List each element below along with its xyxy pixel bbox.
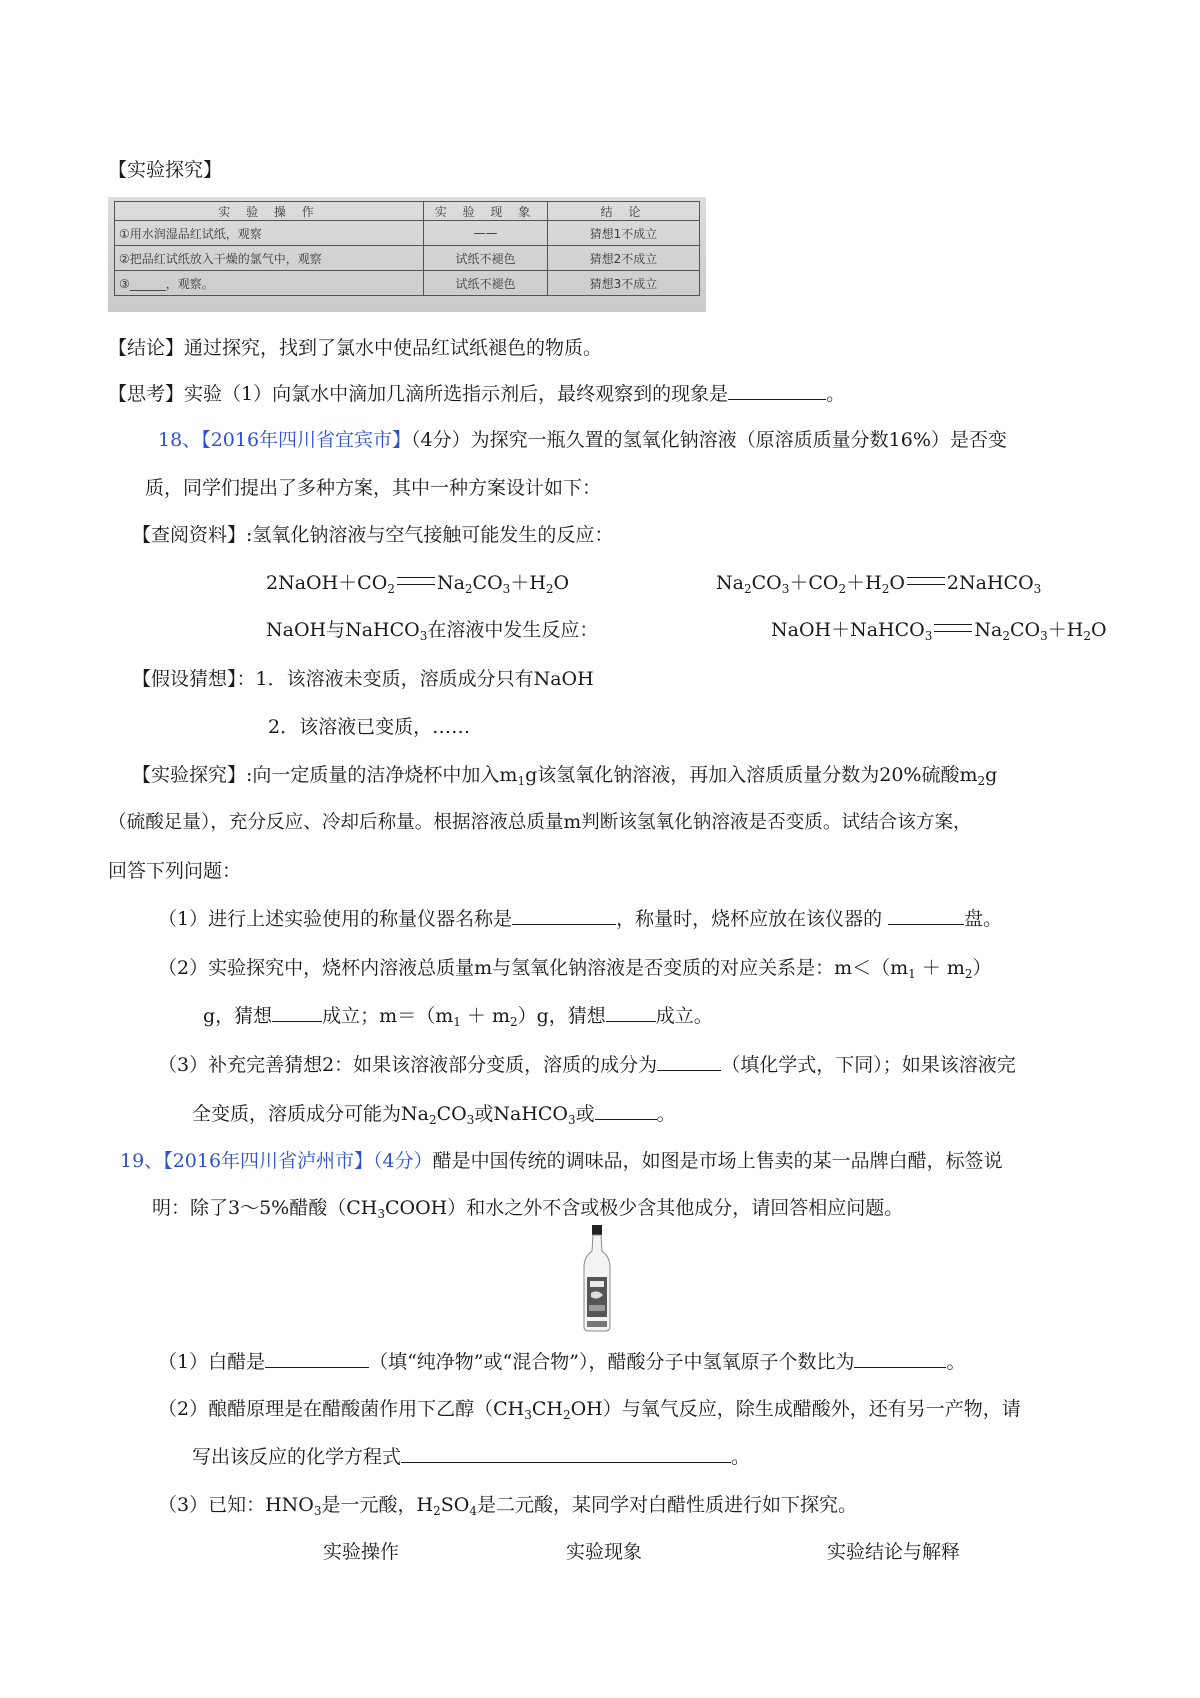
text-part: g bbox=[985, 764, 998, 786]
subscript: 2 bbox=[433, 1504, 441, 1518]
table-header-operation: 实验操作 bbox=[323, 1541, 400, 1563]
eq-part: NaOH＋NaHCO bbox=[771, 619, 925, 641]
answer-blank bbox=[265, 1350, 369, 1368]
subscript: 3 bbox=[502, 582, 511, 596]
eq-part: ＋H bbox=[846, 572, 882, 594]
table-row bbox=[115, 246, 700, 271]
table-row bbox=[115, 271, 700, 296]
subscript: 1 bbox=[908, 967, 916, 981]
think-line bbox=[108, 382, 845, 406]
subscript: 1 bbox=[453, 1015, 461, 1029]
equation-1 bbox=[266, 571, 569, 595]
text-part: 醋是中国传统的调味品，如图是市场上售卖的某一品牌白醋，标签说 bbox=[432, 1150, 1003, 1172]
eq-part: O bbox=[553, 572, 570, 594]
subscript: 2 bbox=[743, 582, 752, 596]
q19-part3 bbox=[158, 1493, 857, 1517]
text-part: g，猜想 bbox=[203, 1005, 273, 1027]
text-part: ，称量时，烧杯应放在该仪器的 bbox=[616, 908, 883, 930]
text-part: NaOH与NaHCO bbox=[266, 619, 420, 641]
text-part: （2）实验探究中，烧杯内溶液总质量m与氢氧化钠溶液是否变质的对应关系是：m＜（m bbox=[158, 957, 909, 979]
text-part: ）g，猜想 bbox=[517, 1005, 606, 1027]
ref-text: :氢氧化钠溶液与空气接触可能发生的反应： bbox=[246, 524, 614, 546]
text-part: 在溶液中发生反应： bbox=[427, 619, 599, 641]
subscript: 2 bbox=[509, 1015, 518, 1029]
text-part: （1）进行上述实验使用的称量仪器名称是 bbox=[158, 908, 513, 930]
text-part: 。 bbox=[656, 1103, 676, 1125]
q19-number: 19、 bbox=[120, 1150, 164, 1172]
text-part: （填“纯净物”或“混合物”），醋酸分子中氢氧原子个数比为 bbox=[369, 1351, 855, 1373]
q18-number: 18、 bbox=[158, 429, 202, 451]
subscript: 3 bbox=[524, 1408, 532, 1422]
equals-sign bbox=[907, 577, 945, 585]
text-part: （1）白醋是 bbox=[158, 1351, 266, 1373]
answer-blank bbox=[272, 1004, 322, 1022]
subscript: 4 bbox=[469, 1504, 477, 1518]
text-part: （填化学式，下同）；如果该溶液完 bbox=[721, 1054, 1016, 1076]
hypothesis-line-1 bbox=[132, 667, 594, 691]
answer-blank bbox=[595, 1102, 657, 1120]
q19-part2-line1 bbox=[158, 1397, 1021, 1421]
eq-part: Na bbox=[974, 619, 1003, 641]
text-part: CH bbox=[531, 1398, 563, 1420]
text-part: :向一定质量的洁净烧杯中加入m bbox=[246, 764, 518, 786]
answer-blank bbox=[657, 1053, 721, 1071]
subscript: 2 bbox=[464, 582, 473, 596]
answer-blank bbox=[512, 907, 616, 925]
text-part: COOH）和水之外不含或极少含其他成分，请回答相应问题。 bbox=[384, 1197, 904, 1219]
think-label: 【思考】 bbox=[108, 383, 185, 405]
text-part: 写出该反应的化学方程式 bbox=[192, 1446, 402, 1468]
subscript: 3 bbox=[781, 582, 790, 596]
eq-part: CO bbox=[472, 572, 503, 594]
text-part: 盘。 bbox=[964, 908, 1003, 930]
label-stripe bbox=[589, 1305, 605, 1311]
subscript: 3 bbox=[466, 1113, 475, 1127]
q19-part1 bbox=[158, 1350, 965, 1374]
table-cell: ③______，观察。 bbox=[115, 271, 424, 296]
subscript: 2 bbox=[562, 1408, 571, 1422]
bottle-cap bbox=[592, 1225, 602, 1235]
q19-source: 【2016年四川省泸州市】（4分） bbox=[163, 1150, 433, 1172]
q18-part3-line1 bbox=[158, 1053, 1016, 1077]
text-part: ＋ m bbox=[460, 1005, 510, 1027]
q19-line1 bbox=[120, 1149, 1003, 1173]
table-cell: 猜想3不成立 bbox=[548, 271, 700, 296]
text-part: ＋ m bbox=[915, 957, 965, 979]
bottle-base bbox=[587, 1321, 607, 1327]
text-part: 。 bbox=[731, 1446, 751, 1468]
subscript: 2 bbox=[1002, 629, 1010, 643]
subscript: 2 bbox=[428, 1113, 437, 1127]
eq-part: 2NaHCO bbox=[946, 572, 1034, 594]
experiment-line-2: （硫酸足量），充分反应、冷却后称量。根据溶液总质量m判断该氢氧化钠溶液是否变质。试结合该方案， bbox=[108, 812, 972, 833]
q18-source: 【2016年四川省宜宾市】 bbox=[201, 429, 412, 451]
experiment-label: 【实验探究】 bbox=[132, 764, 247, 786]
text-part: 明：除了3～5%醋酸（CH bbox=[152, 1197, 378, 1219]
subscript: 2 bbox=[387, 582, 395, 596]
answer-blank bbox=[728, 382, 826, 400]
equation-2 bbox=[716, 571, 1041, 595]
answer-blank bbox=[854, 1350, 946, 1368]
text-part: g该氢氧化钠溶液，再加入溶质质量分数为20%硫酸m bbox=[525, 764, 978, 786]
table-cell: 猜想1不成立 bbox=[548, 221, 700, 246]
punctuation: 。 bbox=[826, 383, 846, 405]
eq-part: ＋H bbox=[1047, 619, 1084, 641]
hypothesis-label: 【假设猜想】 bbox=[132, 668, 237, 690]
conclusion-label: 【结论】 bbox=[108, 337, 185, 359]
q18-text: （4分）为探究一瓶久置的氢氧化钠溶液（原溶质质量分数16%）是否变 bbox=[411, 429, 1007, 451]
table-row bbox=[115, 221, 700, 246]
text-part: 成立。 bbox=[655, 1005, 713, 1027]
eq-part: ＋CO bbox=[789, 572, 839, 594]
q18-part3-line2 bbox=[192, 1102, 676, 1126]
ref-label: 【查阅资料】 bbox=[132, 524, 247, 546]
eq-part: Na bbox=[716, 572, 744, 594]
text-part: （2）酿醋原理是在醋酸菌作用下乙醇（CH bbox=[158, 1398, 525, 1420]
q18-part1 bbox=[158, 907, 1002, 931]
eq-part: ＋H bbox=[510, 572, 546, 594]
text-part: CO bbox=[436, 1103, 467, 1125]
answer-blank bbox=[888, 907, 964, 925]
table-header-cell: 实 验 现 象 bbox=[424, 202, 548, 221]
table-cell: 猜想2不成立 bbox=[548, 246, 700, 271]
table-header-phenomenon: 实验现象 bbox=[566, 1541, 643, 1563]
equals-sign bbox=[934, 624, 972, 632]
subscript: 2 bbox=[881, 582, 890, 596]
section-heading: 【实验探究】 bbox=[108, 159, 223, 181]
text-part: ） bbox=[972, 957, 992, 979]
subscript: 3 bbox=[313, 1504, 322, 1518]
eq-part: O bbox=[1090, 619, 1107, 641]
q19-line2 bbox=[152, 1196, 903, 1220]
subscript: 2 bbox=[977, 774, 986, 788]
table-header-row bbox=[115, 202, 700, 221]
experiment-table-photo bbox=[108, 197, 706, 312]
subscript: 3 bbox=[568, 1113, 576, 1127]
text-part: 成立；m＝（m bbox=[322, 1005, 454, 1027]
text-part: 或NaHCO bbox=[474, 1103, 569, 1125]
table-cell: —— bbox=[424, 221, 548, 246]
text-part: 全变质，溶质成分可能为Na bbox=[192, 1103, 429, 1125]
table-header-cell: 结 论 bbox=[548, 202, 700, 221]
q18-ref-line bbox=[132, 523, 613, 547]
subscript: 3 bbox=[1040, 629, 1048, 643]
subscript: 3 bbox=[419, 629, 428, 643]
reaction-note bbox=[266, 618, 598, 642]
subscript: 3 bbox=[377, 1207, 385, 1221]
text-part: 是二元酸，某同学对白醋性质进行如下探究。 bbox=[476, 1494, 857, 1516]
table-cell: ②把品红试纸放入干燥的氯气中，观察 bbox=[115, 246, 424, 271]
eq-part: O bbox=[889, 572, 905, 594]
eq-part: Na bbox=[436, 572, 465, 594]
q18-line1 bbox=[158, 428, 1007, 452]
answer-blank bbox=[401, 1445, 731, 1463]
hypothesis-line-2: 2．该溶液已变质，…… bbox=[268, 716, 471, 738]
think-text: 实验（1）向氯水中滴加几滴所选指示剂后，最终观察到的现象是 bbox=[184, 383, 729, 405]
eq-part: 2NaOH＋CO bbox=[266, 572, 388, 594]
table-cell: ①用水润湿品红试纸，观察 bbox=[115, 221, 424, 246]
subscript: 3 bbox=[1033, 582, 1042, 596]
eq-part: CO bbox=[1009, 619, 1041, 641]
hypothesis-1: ：1．该溶液未变质，溶质成分只有NaOH bbox=[236, 668, 594, 690]
table-header-conclusion: 实验结论与解释 bbox=[827, 1541, 961, 1563]
answer-blank bbox=[606, 1004, 656, 1022]
experiment-line-3: 回答下列问题： bbox=[108, 860, 242, 882]
conclusion-line bbox=[108, 336, 602, 360]
text-part: OH）与氧气反应，除生成醋酸外，还有另一产物，请 bbox=[570, 1398, 1021, 1420]
subscript: 2 bbox=[1083, 629, 1091, 643]
q18-part2-line2 bbox=[203, 1004, 713, 1028]
vinegar-bottle-image bbox=[577, 1225, 617, 1333]
subscript: 2 bbox=[838, 582, 847, 596]
subscript: 2 bbox=[545, 582, 554, 596]
table-cell: 试纸不褪色 bbox=[424, 271, 548, 296]
experiment-line-1 bbox=[132, 763, 997, 787]
equals-sign bbox=[397, 577, 435, 585]
text-part: 是一元酸，H bbox=[321, 1494, 434, 1516]
table-cell: 试纸不褪色 bbox=[424, 246, 548, 271]
eq-part: CO bbox=[751, 572, 782, 594]
text-part: （3）已知：HNO bbox=[158, 1494, 314, 1516]
text-part: 或 bbox=[575, 1103, 595, 1125]
q19-part2-line2 bbox=[192, 1445, 750, 1469]
text-part: SO bbox=[440, 1494, 470, 1516]
experiment-table bbox=[114, 201, 700, 296]
equation-3 bbox=[771, 618, 1107, 642]
label-stripe bbox=[590, 1281, 604, 1287]
subscript: 3 bbox=[924, 629, 933, 643]
text-part: 。 bbox=[946, 1351, 966, 1373]
subscript: 1 bbox=[517, 774, 526, 788]
subscript: 2 bbox=[964, 967, 973, 981]
text-part: （3）补充完善猜想2：如果该溶液部分变质，溶质的成分为 bbox=[158, 1054, 658, 1076]
q18-part2-line1 bbox=[158, 956, 992, 980]
table-header-cell: 实 验 操 作 bbox=[115, 202, 424, 221]
conclusion-text: 通过探究，找到了氯水中使品红试纸褪色的物质。 bbox=[184, 337, 603, 359]
q18-line2: 质，同学们提出了多种方案，其中一种方案设计如下： bbox=[145, 477, 602, 499]
